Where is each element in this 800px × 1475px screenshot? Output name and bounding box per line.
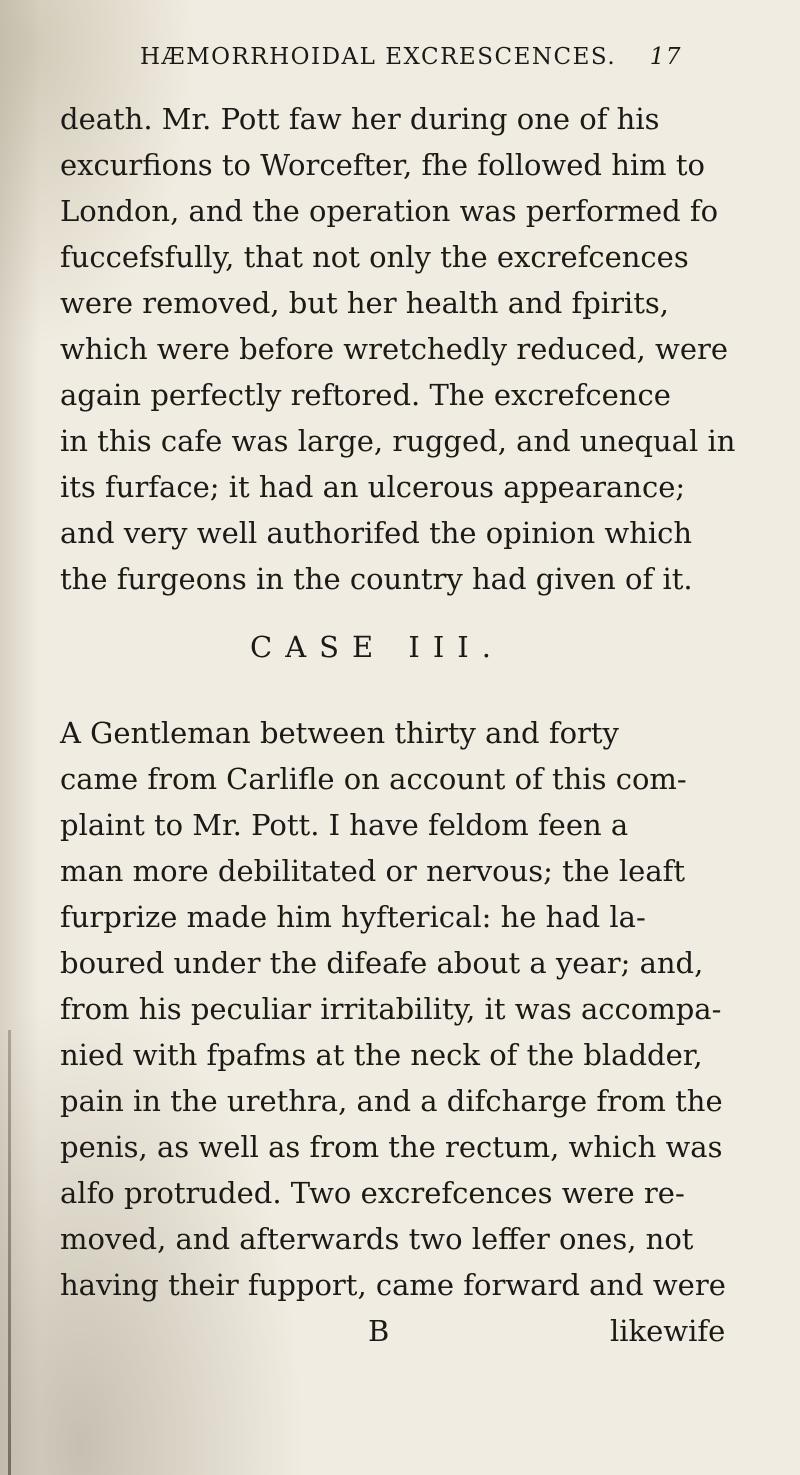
running-header [140, 44, 700, 70]
case-heading: CASE III. [250, 630, 504, 664]
signature-mark: B [368, 1314, 390, 1348]
text-line: fuccefsfully, that not only the excrefcences [60, 240, 689, 274]
running-title: HÆMORRHOIDAL EXCRESCENCES. [140, 44, 617, 70]
text-line: again perfectly reftored. The excrefcence [60, 378, 671, 412]
text-line: which were before wretchedly reduced, were [60, 332, 729, 366]
text-line: from his peculiar irritability, it was accompa- [60, 992, 722, 1026]
text-line: plaint to Mr. Pott. I have feldom feen a [60, 808, 629, 842]
binding-shadow [8, 1030, 11, 1475]
text-line: death. Mr. Pott faw her during one of his [60, 102, 660, 136]
text-line: pain in the urethra, and a difcharge from the [60, 1084, 723, 1118]
text-line: London, and the operation was performed fo [60, 194, 719, 228]
text-line: were removed, but her health and fpirits, [60, 286, 669, 320]
text-line: A Gentleman between thirty and forty [60, 716, 619, 750]
text-line: having their fupport, came forward and were [60, 1268, 726, 1302]
text-line: the furgeons in the country had given of it. [60, 562, 693, 596]
page-number: 17 [649, 44, 682, 70]
text-line: boured under the difeafe about a year; and, [60, 946, 704, 980]
text-line: nied with fpafms at the neck of the bladder, [60, 1038, 703, 1072]
text-line: its furface; it had an ulcerous appearance; [60, 470, 686, 504]
text-line: penis, as well as from the rectum, which was [60, 1130, 723, 1164]
catchword: likewife [610, 1314, 726, 1348]
text-line: moved, and afterwards two leffer ones, not [60, 1222, 694, 1256]
text-line: excurfions to Worcefter, fhe followed him to [60, 148, 705, 182]
text-line: furprize made him hyfterical: he had la- [60, 900, 646, 934]
text-line: alfo protruded. Two excrefcences were re- [60, 1176, 685, 1210]
text-line: came from Carlifle on account of this com- [60, 762, 687, 796]
text-line: in this cafe was large, rugged, and unequal in [60, 424, 736, 458]
text-line: man more debilitated or nervous; the leaft [60, 854, 686, 888]
text-line: and very well authorifed the opinion which [60, 516, 693, 550]
